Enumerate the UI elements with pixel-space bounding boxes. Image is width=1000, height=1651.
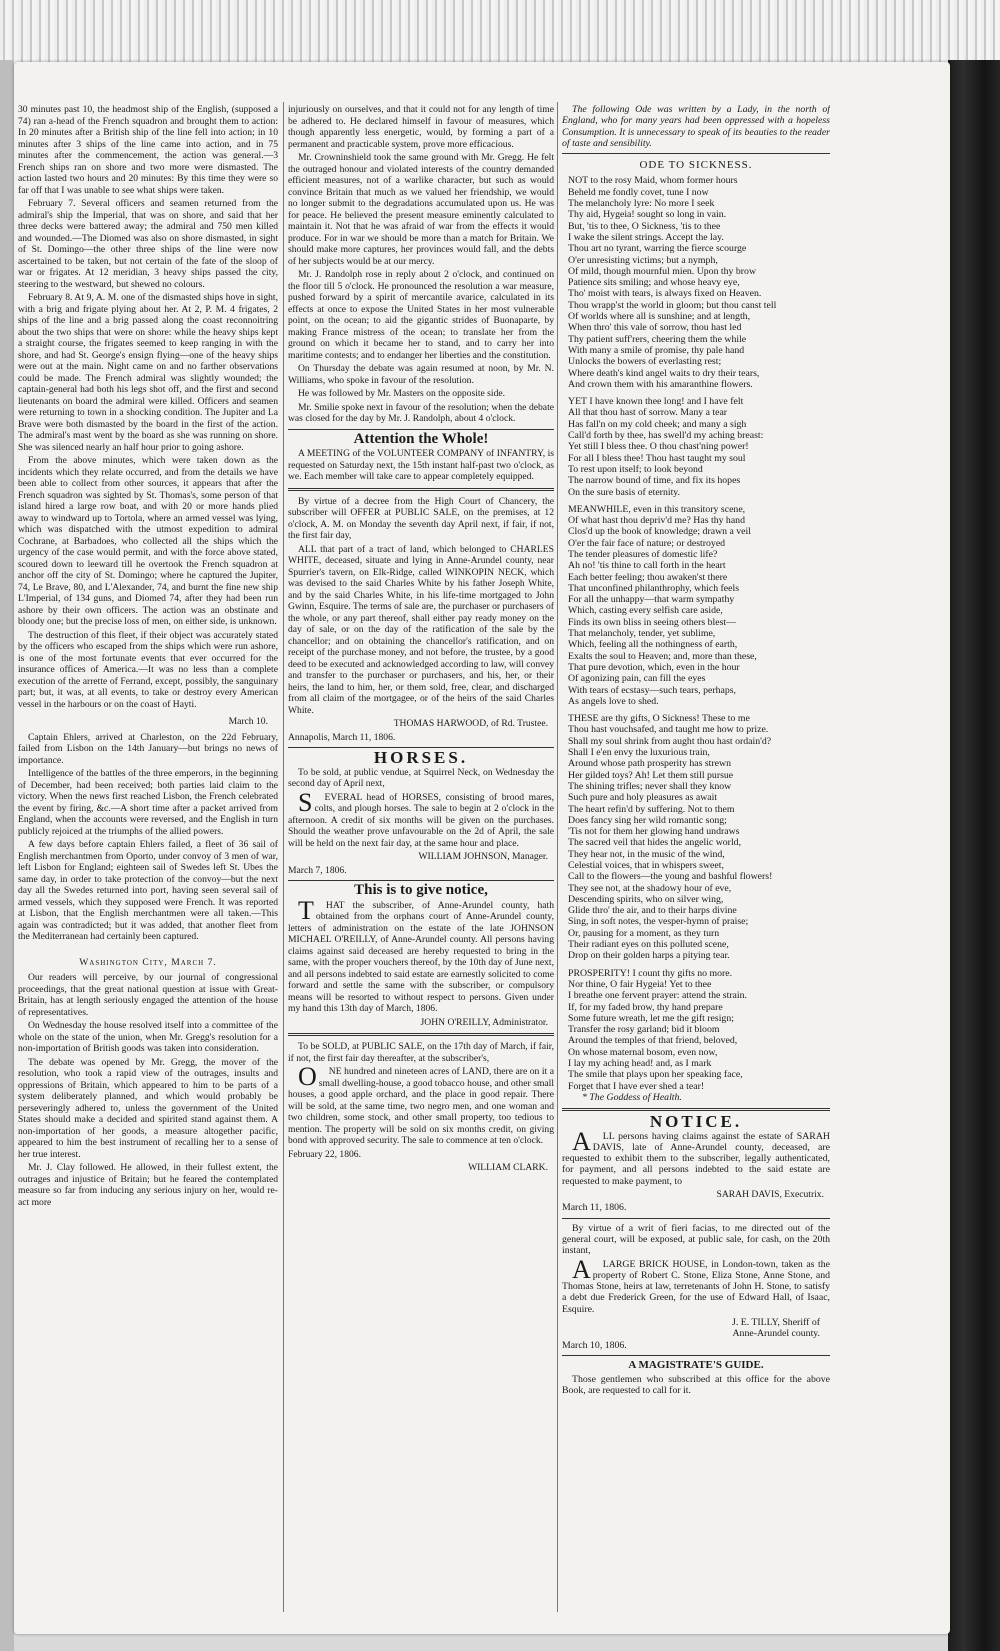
ad-body: Those gentlemen who subscribed at this office for the above Book, are requested to call for it.	[562, 1374, 830, 1397]
article-paragraph: On Wednesday the house resolved itself into a committee of the whole on the state of the union, when Mr. Gregg's resolution for a non-importation of British goods was taken into consideration.	[18, 1020, 278, 1054]
newspaper-page	[14, 62, 950, 1634]
notice-signature: SARAH DAVIS, Executrix.	[716, 1189, 824, 1201]
article-paragraph: February 8. At 9, A. M. one of the dismasted ships hove in sight, with a brig and frigate plying about her. At 2, P. M. 4 frigates, 2 ships of the line and a brig passed along the coast reconnoitring about the two ships that were on shore: while the heavy ships kept a straight course, the frigates seemed to keep ranging in with the shore, and had St. George's ensign flying—one of the heavy ships were out at the main. Night came on and no farther observations could be made. The French admiral was slightly wounded; the captain-general had both his legs shot off, and the first and second lieutenants on board the admiral were killed. Officers and seamen were returning to town in a shocking condition. The Jupiter and La Brave were both dismasted by the board in the first of the action. The admiral's mast went by the board as she was running on shore. She was silenced nearly an half hour prior to going ashore.	[18, 292, 278, 453]
poem-line: Clos'd up the book of knowledge; drawn a veil	[568, 526, 751, 538]
poem-line: I breathe one fervent prayer: attend the strain.	[568, 990, 747, 1002]
ad-heading: This is to give notice,	[354, 882, 488, 898]
poem-stanza	[562, 713, 830, 962]
poem-line: Their radiant eyes on this polluted scene,	[568, 939, 729, 951]
ad-body: THAT the subscriber, of Anne-Arundel county, hath obtained from the orphans court of Anne-Arundel county, letters of administration on the estate of the late JOHNSON MICHAEL O'REILLY, of Anne-Arundel county. All persons having claims against said deceased are hereby requested to bring in the same, with the proper vouchers thereof, by the 10th day of June next, and all persons indebted to said estate are earnestly solicited to come forward and settle the same with the subscriber, or compulsory means will be resorted to without respect to persons. Given under my hand this 13th day of March, 1806.	[288, 895, 554, 1014]
poem-line: The shining trifles; never shall they know	[568, 780, 732, 792]
poem-line: Thou wrapp'st the world in gloom; but thou canst tell	[568, 299, 777, 311]
poem-line: Around the temples of that friend, beloved,	[568, 1035, 738, 1047]
notice-body: ALL persons having claims against the estate of SARAH DAVIS, late of Anne-Arundel county, deceased, are requested to exhibit them to the subscriber, legally authenticated, for payment, and all persons indebted to the said estate are requested to make payment, to	[562, 1126, 830, 1187]
poem-line: Sing, in soft notes, the vesper-hymn of praise;	[568, 916, 749, 928]
divider	[288, 880, 554, 881]
notice-heading: NOTICE.	[649, 1112, 743, 1132]
poem-line: Shall I e'en envy the luxurious train,	[568, 747, 710, 759]
column-2	[288, 104, 554, 1604]
poem-line: Call to the flowers—the young and bashful flowers!	[568, 871, 773, 883]
poem-line: Which, casting every selfish care aside,	[568, 605, 723, 617]
article-paragraph: He was followed by Mr. Masters on the opposite side.	[298, 388, 506, 399]
poem-line: Does fancy sing her wild romantic song;	[568, 814, 727, 826]
ad-body: By virtue of a decree from the High Court of Chancery, the subscriber will OFFER at PUBLIC SALE, on the premises, at 12 o'clock, A. M. on Monday the seventh day April next, if fair, if not, the first fair day,	[288, 495, 554, 541]
poem-line: Nor thine, O fair Hygeia! Yet to thee	[568, 978, 712, 990]
poem-line: Beheld me fondly covet, tune I now	[568, 186, 709, 198]
poem-line: Finds its own bliss in seeing others blest—	[568, 616, 736, 628]
poem-line: That pure devotion, which, even in the hour	[568, 661, 740, 673]
poem-stanza	[562, 504, 830, 707]
poem-line: If, for my faded brow, thy hand prepare	[568, 1001, 723, 1013]
poem-line: The heart refin'd by suffering. Not to them	[568, 803, 735, 815]
poem-stanza	[562, 968, 830, 1092]
divider	[562, 153, 830, 154]
poem-line: Where death's kind angel waits to dry their tears,	[568, 367, 760, 379]
divider	[288, 488, 554, 491]
ad-heading: HORSES.	[373, 748, 469, 767]
poem-line: Thou hast vouchsafed, and taught me how to prize.	[568, 724, 769, 736]
poem-line: On whose maternal bosom, even now,	[568, 1046, 718, 1058]
article-paragraph: Mr. J. Randolph rose in reply about 2 o'clock, and continued on the floor till 5 o'clock. He pronounced the resolution a war measure, pushed forward by a spirit of mercantile avarice, calculated in its effects at once to expose the United States in her most vulnerable point, on the ocean; to aid the gigantic strides of Buonaparte, by making France mistress of the ocean; to translate her from the ground on which it became her to stand, and to carry her into maritime contests; and to endanger her liberties and the constitution.	[288, 269, 554, 361]
poem-line: Such pure and holy pleasures as await	[568, 792, 718, 804]
ad-body: A MEETING of the VOLUNTEER COMPANY of INFANTRY, is requested on Saturday next, the 15th instant half-past two o'clock, as we. Each member will take care to appear completely equipped.	[288, 448, 554, 482]
poem-line: Glide thro' the air, and to their harps divine	[568, 905, 737, 917]
poem-line: That melancholy, tender, yet sublime,	[568, 628, 716, 640]
poem-line: The narrow bound of time, and fix its hopes	[568, 475, 741, 487]
ode-title: ODE TO SICKNESS.	[639, 159, 753, 172]
scan-edge-top	[0, 0, 1000, 70]
ad-signature: WILLIAM CLARK.	[468, 1162, 548, 1173]
poem-line: That unconfined philanthrophy, which feels	[568, 582, 740, 594]
poem-line: With many a smile of promise, thy pale hand	[568, 344, 745, 356]
footnote: * The Goddess of Health.	[582, 1091, 682, 1103]
poem-line: The smile that plays upon her speaking face,	[568, 1069, 743, 1081]
book-spine	[948, 60, 1000, 1651]
divider	[562, 1108, 830, 1111]
poem-line: Tho' moist with tears, is always fixed on Heaven.	[568, 288, 762, 300]
poem-line: Of what hast thou depriv'd me? Has thy hand	[568, 515, 745, 527]
article-paragraph: The destruction of this fleet, if their object was accurately stated by the officers who escaped from the ships which were run ashore, is one of the most fortunate events that ever occurred for the insurance offices of America.—It was no less than a complete execution of the arrette of Ferrand, except, possibly, the sanguinary part; but, it was, at all events, to take or destroy every American vessel in the harbours or on the coast of Hayti.	[18, 629, 278, 710]
ad-body: By virtue of a writ of fieri facias, to me directed out of the general court, will be exposed, at public sale, for cash, on the 20th instant,	[562, 1222, 830, 1257]
ad-date: March 10, 1806.	[562, 1339, 627, 1351]
article-paragraph: Mr. Smilie spoke next in favour of the resolution; when the debate was closed for the day by Mr. J. Randolph, about 4 o'clock.	[288, 401, 554, 424]
ode-introduction: The following Ode was written by a Lady, in the north of England, who for many years had been oppressed with a hopeless Consumption. It is unnecessary to speak of its beauties to the reader of taste and sensibility.	[562, 104, 830, 149]
poem-line: All that thou hast of sorrow. Many a tear	[568, 407, 728, 419]
column-rule	[557, 102, 558, 1612]
column-3	[562, 104, 830, 1604]
ad-signature: J. E. TILLY, Sheriff of	[732, 1316, 820, 1328]
dateline: Washington City, March 7.	[79, 956, 217, 968]
poem-line: Thou art no tyrant, warring the fierce scourge	[568, 243, 747, 255]
poem-line: Call'd forth by thee, has swell'd my aching breast:	[568, 430, 764, 442]
column-1	[18, 104, 278, 1604]
poem-line: They hear not, in the music of the wind,	[568, 848, 725, 860]
ad-heading: Attention the Whole!	[353, 430, 489, 447]
article-paragraph: February 7. Several officers and seamen returned from the admiral's ship the Imperial, that was on shore, and said that her three decks were battered away; the admiral and 750 men killed and wounded.—The Diomed was also on shore dismasted, in sight of St. Domingo—the other three ships of the line were now ascertained to be taken, but not certain of the fate of the sloop of war or frigates. At 12 meridian, 3 heavy ships passed the city, steering to the westward, but shewed no colours.	[18, 198, 278, 290]
divider	[562, 1218, 830, 1219]
article-paragraph: Mr. Crowninshield took the same ground with Mr. Gregg. He felt the outraged honour and violated interests of the country demanded efficient measures, not of a warlike character, but such as would convince Britain that much as we valued her friendship, we would no longer submit to the degradations accumulated upon us. He was for peace. He believed the present measure eminently calculated to maintain it. Not that he was afraid of war from the effects it would produce. For in war we should be more than a match for Britain. We should make more captures, her provinces would fall, and the debts of her subjects would be at our mercy.	[288, 152, 554, 267]
column-rule	[283, 102, 284, 1612]
divider	[288, 429, 554, 430]
poem-line: PROSPERITY! I count thy gifts no more.	[568, 967, 733, 979]
poem-line: 'Tis not for them her glowing hand undraws	[568, 826, 740, 838]
poem-line: Of worlds where all is sunshine; and at length,	[568, 311, 751, 323]
ad-body: ALARGE BRICK HOUSE, in London-town, taken as the property of Robert C. Stone, Eliza Stone, Anne Stone, and Thomas Stone, heirs at law, terretenants of John H. Stone, to satisfy a debt due Frederick Green, for the use of Edward Hall, of Isaac, Esquire.	[562, 1254, 830, 1315]
poem-line: I lay my aching head! and, as I mark	[568, 1058, 712, 1070]
article-paragraph: On Thursday the debate was again resumed at noon, by Mr. N. Williams, who spoke in favour of the resolution.	[288, 363, 554, 386]
scan-edge-left	[0, 60, 14, 1651]
poem-line: Of agonizing pain, can fill the eyes	[568, 673, 706, 685]
poem-line: Or, pausing for a moment, as they turn	[568, 927, 720, 939]
article-paragraph: injuriously on ourselves, and that it could not for any length of time be adhered to. He declared himself in favour of measures, which though apparently less energetic, would, by forming a part of a permanent and practicable system, prove more efficacious.	[288, 104, 554, 150]
article-paragraph: A few days before captain Ehlers failed, a fleet of 36 sail of English merchantmen from Oporto, under convoy of 3 men of war, left Lisbon for England; eighteen sail of Swedes left St. Ubes the same day, in order to take protection of the convoy—but the next day all the Swedes returned into port, having seen several sail of armed vessels, which they supposed were French. It was reported at Lisbon, that the English merchantmen were all taken.—This again was contradicted; but it was added, that another fleet from the Mediterranean had certainly been captured.	[18, 839, 278, 942]
ad-body: SEVERAL head of HORSES, consisting of brood mares, colts, and plough horses. The sale to begin at 2 o'clock in the afternoon. A credit of six months will be given on the purchases. Should the weather prove unfavourable on the 2d of April, the sale will be held on the next fair day, at the same hour and place.	[288, 787, 554, 849]
poem-line: Around whose path prosperity has strewn	[568, 758, 731, 770]
poem-line: And crown them with his amaranthine flowers.	[568, 378, 753, 390]
ad-heading: A MAGISTRATE'S GUIDE.	[628, 1358, 764, 1371]
poem-line: Has fall'n on my cold cheek; and many a sigh	[568, 418, 747, 430]
poem-line: O'er the fair face of nature; or destroyed	[568, 537, 726, 549]
poem-line: MEANWHILE, even in this transitory scene,	[568, 503, 746, 515]
poem-line: Transfer the rosy garland; bid it bloom	[568, 1024, 720, 1036]
poem-line: As angels love to shed.	[568, 695, 659, 707]
poem-line: Which, feeling all the nothingness of earth,	[568, 639, 738, 651]
poem-line: NOT to the rosy Maid, whom former hours	[568, 175, 738, 187]
poem-line: Patience sits smiling; and whose heavy eye,	[568, 277, 740, 289]
poem-line: Some future wreath, let me the gift resign;	[568, 1012, 734, 1024]
ad-signature: Anne-Arundel county.	[732, 1328, 820, 1340]
poem-line: On the sure basis of eternity.	[568, 486, 680, 498]
poem-line: O'er unresisting victims; but a nymph,	[568, 254, 718, 266]
poem-line: THESE are thy gifts, O Sickness! These to me	[568, 713, 750, 725]
dateline: March 10.	[228, 716, 268, 727]
article-paragraph: Our readers will perceive, by our journal of congressional proceedings, that the great national question at issue with Great-Britain, has at length seriously engaged the attention of the house of representatives.	[18, 972, 278, 1018]
poem-line: Each better feeling; thou awaken'st there	[568, 571, 728, 583]
ad-signature: THOMAS HARWOOD, of Rd. Trustee.	[393, 718, 548, 729]
poem-line: Unlocks the bowers of everlasting rest;	[568, 356, 722, 368]
ad-signature: JOHN O'REILLY, Administrator.	[420, 1016, 548, 1028]
poem-line: But, 'tis to thee, O Sickness, 'tis to thee	[568, 220, 721, 232]
article-paragraph: The debate was opened by Mr. Gregg, the mover of the resolution, who took a rapid view of the outrages, insults and oppressions of Britain, which appeared to him to be parts of a system deliberately planned, and which would probably be perseveringly adhered to, unless the government of the United States should make a decided and spirited stand against them. A non-importation of her goods, a measure altogether pacific, appeared to him the best instrument of recalling her to a sense of her true interest.	[18, 1056, 278, 1160]
poem-line: For all I bless thee! Thou hast taught my soul	[568, 452, 746, 464]
poem-line: Of mild, though mournful mien. Upon thy brow	[568, 265, 757, 277]
poem-line: To rest upon itself; to look beyond	[568, 463, 703, 475]
ode-poem	[562, 175, 830, 1091]
ad-date: March 7, 1806.	[288, 864, 347, 876]
poem-line: They see not, at the shadowy hour of eve,	[568, 882, 732, 894]
poem-line: Celestial voices, that in whispers sweet,	[568, 860, 724, 871]
poem-line: Descending spirits, who on silver wing,	[568, 893, 724, 905]
article-paragraph: Mr. J. Clay followed. He allowed, in their fullest extent, the outrages and injustice of Britain; but he feared the contemplated measure so far from inducing any serious injury on her, would re-act more	[18, 1162, 278, 1208]
poem-line: Ah no! 'tis thine to call forth in the heart	[568, 560, 726, 572]
ad-body: To be SOLD, at PUBLIC SALE, on the 17th day of March, if fair, if not, the first fair day thereafter, at the subscriber's,	[288, 1041, 554, 1064]
poem-line: Thy aid, Hygeia! sought so long in vain.	[568, 209, 727, 221]
notice-date: March 11, 1806.	[562, 1202, 627, 1214]
poem-line: With tears of ecstasy—such tears, perhaps,	[568, 684, 737, 696]
poem-line: I wake the silent strings. Accept the lay.	[568, 231, 724, 243]
poem-stanza	[562, 175, 830, 390]
poem-line: Yet still I bless thee. O thou chast'ning power!	[568, 441, 749, 453]
article-paragraph: From the above minutes, which were taken down as the incidents which they relate occurred, and from the details we have been able to collect from other sources, it appears that after the French squadron was sighted by St. Thomas's, some person of that island hired a large row boat, and with 20 or more hands plied away to windward up to Tortola, where an armed vessel was lying, which was dispatched with the utmost expedition to admiral Cochrane, at Barbadoes, who collected all the ships which the urgency of the case would permit, and with the force above stated, scoured down to leeward till he overtook the French squadron at anchor off the city of St. Domingo; where he captured the Jupiter, 74, Le Brave, 80, and L'Alexander, 74, and burnt the fine new ship L'Imperial, of 134 guns, and Diomed 74, after they had been run ashore by their own officers. The action was an obstinate and bloody one; but the precise loss of men, on either side, is unknown.	[18, 455, 278, 627]
ad-signature: WILLIAM JOHNSON, Manager.	[418, 851, 548, 862]
poem-line: Forget that I have ever shed a tear!	[568, 1080, 705, 1092]
poem-line: The sacred veil that hides the angelic world,	[568, 837, 742, 849]
poem-line: The melancholy lyre: No more I seek	[568, 198, 715, 210]
poem-line: Her gilded toys? Ah! Let them still pursue	[568, 769, 734, 781]
ad-date: Annapolis, March 11, 1806.	[288, 731, 396, 743]
article-paragraph: Intelligence of the battles of the three emperors, in the beginning of December, had been received; both parties laid claim to the victory. When the news first reached Lisbon, the French celebrated the event by firing, &c.—A short time after a packet arrived from England, when the accounts were reversed, and the English in turn publicly rejoiced at the triumphs of the allied powers.	[18, 768, 278, 837]
article-paragraph: 30 minutes past 10, the headmost ship of the English, (supposed a 74) ran a-head of the French squadron and brought them to action: In 20 minutes after a British ship of the line fell into action; in 10 minutes after 3 ships of the line came into action, and in 75 minutes after the commencement, the action was general.—3 French ships ran on shore and two more were dismasted. The action lasted two hours and 20 minutes: By this time they were so far off that I was unable to see what ships were taken.	[18, 104, 278, 196]
poem-line: When thro' this vale of sorrow, thou hast led	[568, 322, 742, 334]
ad-body: To be sold, at public vendue, at Squirrel Neck, on Wednesday the second day of April next,	[288, 766, 554, 789]
poem-line: Exalts the soul to Heaven; and, more than these,	[568, 650, 757, 662]
poem-line: YET I have known thee long! and I have felt	[568, 396, 744, 408]
poem-line: Thy patient suff'rers, cheering them the while	[568, 333, 747, 345]
article-paragraph: Captain Ehlers, arrived at Charleston, on the 22d February, failed from Lisbon on the 14th January—but brings no news of importance.	[18, 731, 278, 766]
poem-line: Shall my soul shrink from aught thou hast ordain'd?	[568, 735, 772, 747]
poem-line: For all the unhappy—that warm sympathy	[568, 594, 735, 606]
ad-date: February 22, 1806.	[288, 1148, 362, 1160]
poem-line: The tender pleasures of domestic life?	[568, 548, 718, 560]
divider	[288, 1033, 554, 1036]
poem-stanza	[562, 396, 830, 498]
poem-line: Drop on their golden harps a pitying tear.	[568, 950, 730, 962]
ad-body: ALL that part of a tract of land, which belonged to CHARLES WHITE, deceased, situate and lying in Anne-Arundel county, near Spurrier's tavern, on Elk-Ridge, called WINKOPIN NECK, which was devised to the said Charles White by his father Joseph White, and by the said Charles White, in his life-time mortgaged to John Gwinn, Esquire. The terms of sale are, the purchaser or purchasers of the whole, or any part thereof, shall either pay ready money on the day of sale, or on the day of the ratification of the sale by the chancellor; and on obtaining the chancellor's ratification, and on receipt of the purchase money, and not before, the trustee, by a good deed to be executed and acknowledged according to law, will convey and transfer to the purchaser or purchasers, and his, her, or their heirs, the land to him, her, or them sold, free, clear, and discharged from all claim of the mortgagee, or of the heirs of the said Charles White.	[288, 543, 554, 716]
ad-body: ONE hundred and nineteen acres of LAND, there are on it a small dwelling-house, a good tobacco house, and other small houses, a good apple orchard, and the place in good repair. There will be sold, at the same time, two negro men, and one woman and two children, some stock, and other small property, too tedious to mention. The property will be sold on six months credit, on giving bond with approved security. The sale to commence at ten o'clock.	[288, 1062, 554, 1146]
divider	[562, 1355, 830, 1356]
